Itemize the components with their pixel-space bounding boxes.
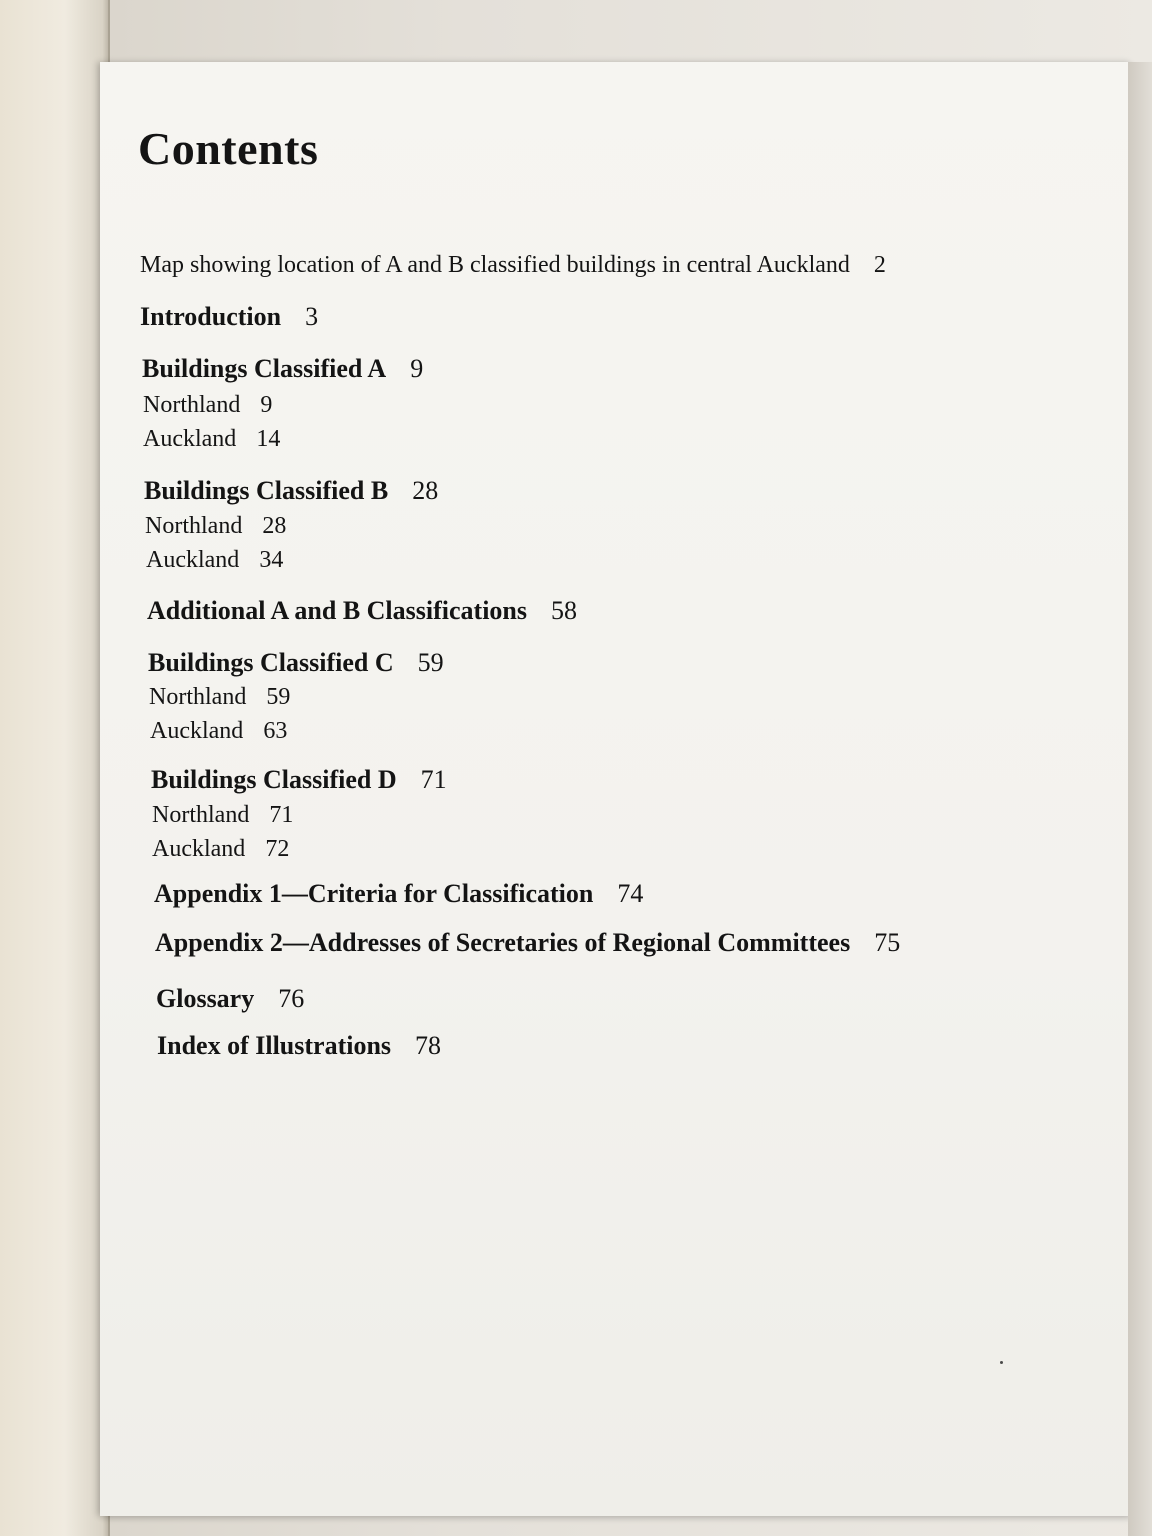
toc-entry-label: Buildings Classified C <box>148 648 394 677</box>
toc-entry-page: 28 <box>412 476 439 505</box>
toc-entry-label: Northland <box>145 513 243 539</box>
toc-entry-page: 3 <box>305 302 319 331</box>
toc-entry-label: Buildings Classified D <box>151 765 397 794</box>
toc-entry-page: 9 <box>260 392 273 418</box>
toc-entry-label: Additional A and B Classifications <box>147 596 527 625</box>
toc-entry-label: Auckland <box>150 718 244 744</box>
toc-entry-page: 72 <box>265 836 290 862</box>
toc-entry-label: Auckland <box>143 426 237 452</box>
toc-entry-page: 75 <box>874 928 901 957</box>
toc-entry-label: Appendix 2—Addresses of Secretaries of Regional Committees <box>155 928 851 957</box>
toc-entry-classified-c <box>148 648 444 678</box>
toc-entry-page: 71 <box>420 765 447 794</box>
toc-entry-page: 74 <box>617 879 644 908</box>
toc-subentry-northland-d <box>152 802 293 829</box>
toc-entry-map <box>140 252 886 279</box>
toc-entry-page: 9 <box>410 354 424 383</box>
toc-entry-label: Buildings Classified A <box>142 354 387 383</box>
toc-entry-appendix-1 <box>154 879 643 909</box>
toc-entry-page: 59 <box>266 684 291 710</box>
toc-entry-page: 58 <box>551 596 577 625</box>
toc-entry-page: 59 <box>417 648 444 677</box>
toc-subentry-northland-c <box>149 684 290 711</box>
toc-entry-label: Northland <box>143 392 241 418</box>
toc-subentry-northland-b <box>145 513 286 540</box>
toc-entry-classified-a <box>142 354 423 384</box>
toc-entry-page: 34 <box>259 547 284 573</box>
toc-entry-page: 71 <box>269 802 294 828</box>
toc-entry-page: 28 <box>262 513 287 539</box>
toc-entry-page: 14 <box>256 426 281 452</box>
toc-entry-page: 63 <box>263 718 288 744</box>
toc-entry-glossary <box>156 984 304 1014</box>
toc-subentry-auckland-b <box>146 547 283 574</box>
facing-page-edge <box>0 0 110 1536</box>
toc-entry-label: Appendix 1—Criteria for Classification <box>154 879 594 908</box>
toc-entry-label: Northland <box>152 802 250 828</box>
toc-entry-label: Auckland <box>152 836 246 862</box>
paper-speck <box>1000 1361 1003 1364</box>
toc-entry-label: Northland <box>149 684 247 710</box>
toc-entry-label: Glossary <box>156 984 255 1013</box>
toc-entry-index <box>157 1031 441 1061</box>
toc-subentry-auckland-c <box>150 718 287 745</box>
toc-entry-appendix-2 <box>155 928 900 958</box>
toc-entry-label: Introduction <box>140 302 282 331</box>
toc-entry-label: Auckland <box>146 547 240 573</box>
toc-entry-label: Buildings Classified B <box>144 476 389 505</box>
toc-entry-page: 78 <box>415 1031 442 1060</box>
toc-entry-classified-d <box>151 765 447 795</box>
toc-entry-label: Map showing location of A and B classified buildings in central Auckland <box>140 252 850 278</box>
toc-subentry-auckland-a <box>143 426 280 453</box>
toc-entry-additional <box>147 596 577 626</box>
toc-entry-introduction <box>140 302 318 332</box>
toc-subentry-auckland-d <box>152 836 289 863</box>
toc-entry-classified-b <box>144 476 438 506</box>
toc-entry-page: 2 <box>873 252 886 278</box>
toc-subentry-northland-a <box>143 392 272 419</box>
toc-entry-page: 76 <box>278 984 305 1013</box>
page-title: Contents <box>138 123 319 174</box>
page-stack-edge <box>1128 62 1152 1536</box>
toc-entry-label: Index of Illustrations <box>157 1031 392 1060</box>
